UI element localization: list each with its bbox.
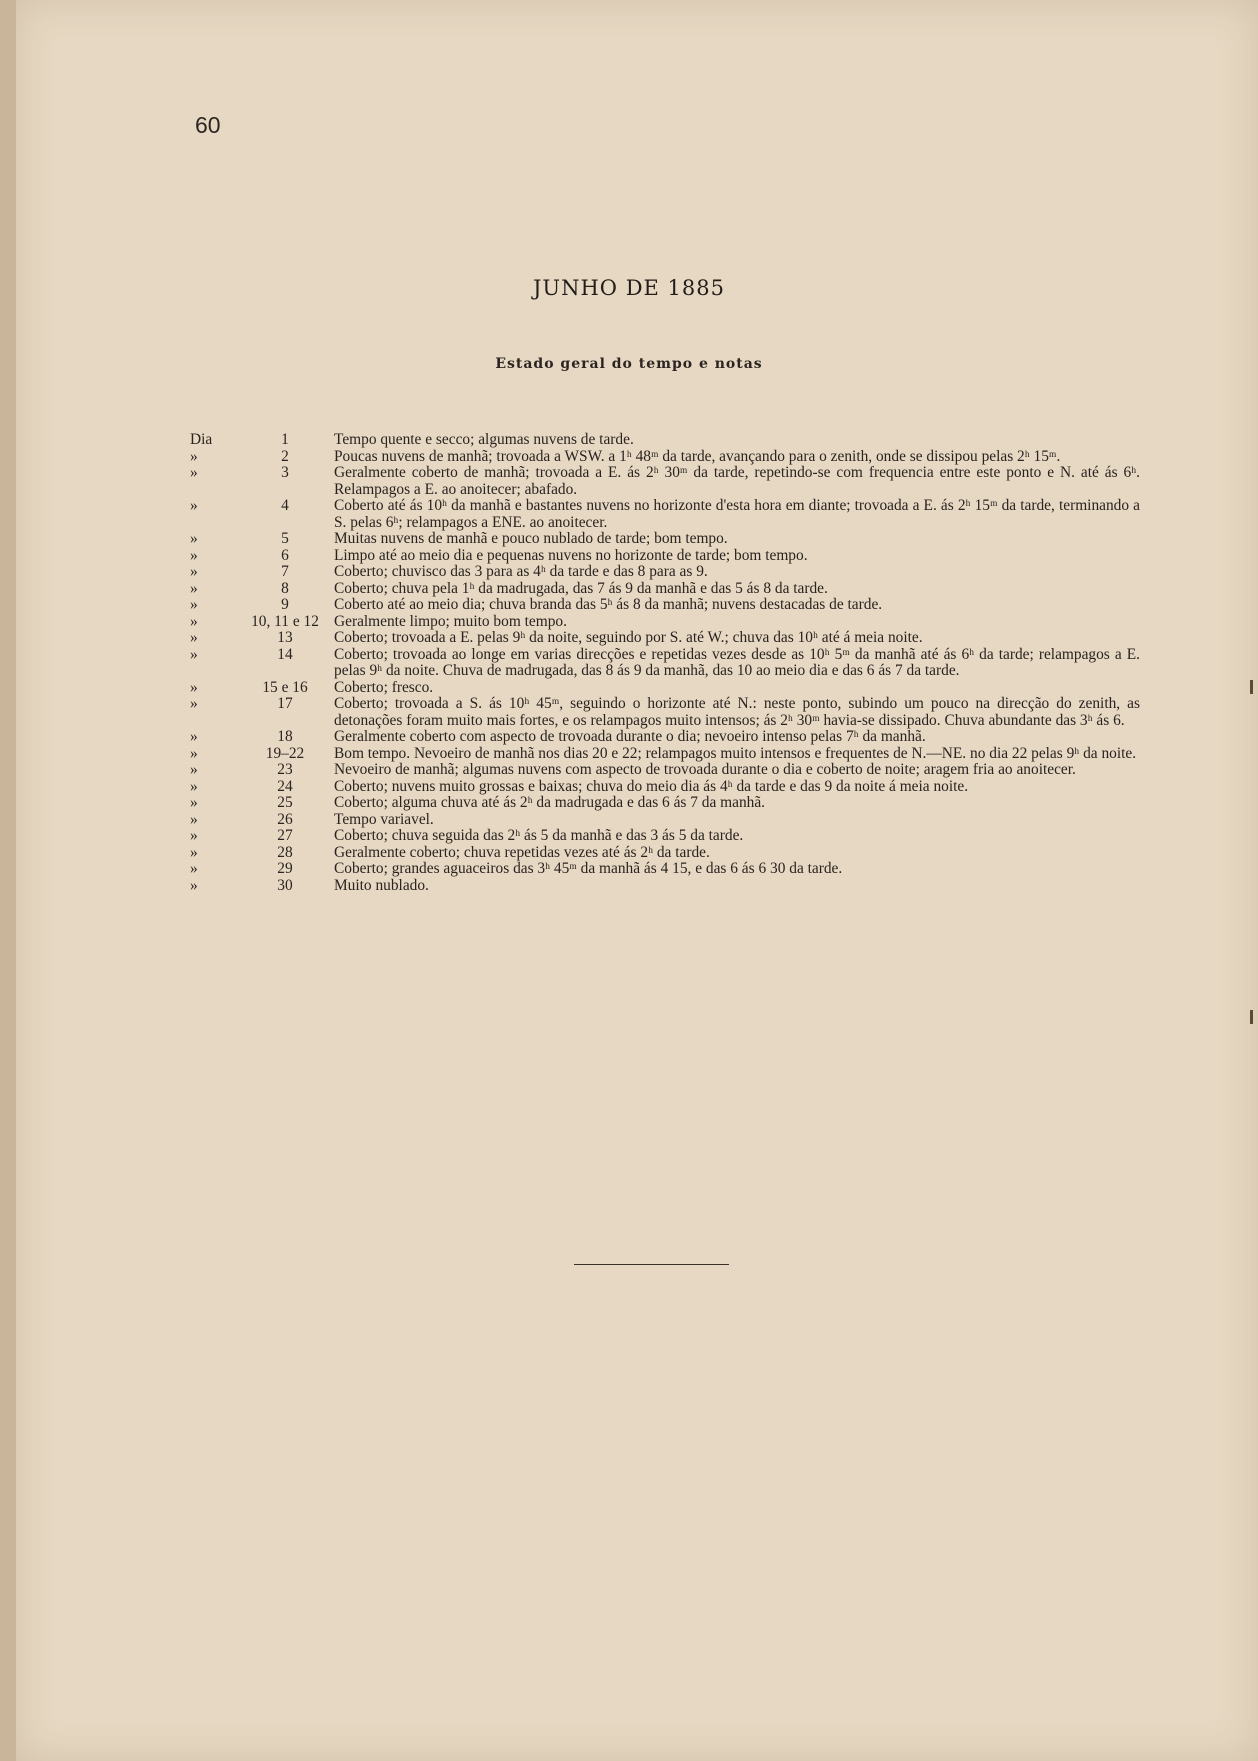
- entry-day: 5: [281, 530, 289, 547]
- entry-day-prefix: »: [190, 860, 198, 877]
- entry-day: 9: [281, 596, 289, 613]
- entry-note: Bom tempo. Nevoeiro de manhã nos dias 20 e 22; relampagos muito intensos e frequentes de N.—NE. no dia 22 pelas 9ʰ da noite.: [334, 744, 1137, 762]
- entry-note: Muito nublado.: [334, 876, 429, 894]
- entry-day: 14: [277, 645, 293, 663]
- entry-note: Coberto; chuva pela 1ʰ da madrugada, das 7 ás 9 da manhã e das 5 ás 8 da tarde.: [334, 579, 828, 597]
- entry-day: 26: [277, 810, 293, 828]
- entry-note: Geralmente coberto com aspecto de trovoada durante o dia; nevoeiro intenso pelas 7ʰ da manhã.: [334, 728, 926, 745]
- entry-day: 7: [281, 563, 289, 580]
- entry-day: 18: [277, 728, 293, 745]
- entry-day-prefix: »: [190, 678, 198, 696]
- entry-day-prefix: »: [190, 827, 198, 844]
- entry-day-prefix: »: [190, 596, 198, 613]
- page-number: 60: [195, 112, 221, 138]
- entry-note: Nevoeiro de manhã; algumas nuvens com aspecto de trovoada durante o dia e coberto de noite; aragem fria ao anoitecer.: [334, 761, 1076, 778]
- entry-note: Coberto; grandes aguaceiros das 3ʰ 45ᵐ da manhã ás 4 15, e das 6 ás 6 30 da tarde.: [334, 860, 843, 877]
- entry-note: Coberto; trovoada a S. ás 10ʰ 45ᵐ, seguindo o horizonte até N.: neste ponto, subindo um pouco na direcção do zenith, as detonações foram muito mais fortes, e os relampagos muito intensos; ás 2ʰ 30ᵐ havia-se dissipado. Chuva abundante das 3ʰ ás 6.: [334, 695, 1140, 729]
- entry-day-prefix: »: [190, 695, 198, 712]
- entry-note: Geralmente coberto de manhã; trovoada a E. ás 2ʰ 30ᵐ da tarde, repetindo-se com frequencia entre este ponto e N. até ás 6ʰ. Relampagos a E. ao anoitecer; abafado.: [334, 464, 1140, 498]
- entry-row: [190, 597, 1140, 614]
- entry-row: [190, 432, 1140, 449]
- entry-note: Limpo até ao meio dia e pequenas nuvens no horizonte de tarde; bom tempo.: [334, 546, 808, 564]
- entry-row: [190, 548, 1140, 565]
- entry-note: Poucas nuvens de manhã; trovoada a WSW. a 1ʰ 48ᵐ da tarde, avançando para o zenith, onde se dissipou pelas 2ʰ 15ᵐ.: [334, 447, 1061, 465]
- entry-row: [190, 498, 1140, 531]
- entry-day: 19–22: [265, 744, 305, 762]
- entry-note: Coberto até ao meio dia; chuva branda das 5ʰ ás 8 da manhã; nuvens destacadas de tarde.: [334, 596, 883, 613]
- entry-day: 23: [277, 761, 293, 778]
- entry-day-prefix: »: [190, 744, 198, 762]
- page-edge: [0, 0, 16, 1761]
- entry-row: [190, 531, 1140, 548]
- entry-day: 30: [277, 876, 293, 894]
- entry-day-prefix: »: [190, 497, 198, 514]
- entry-row: [190, 812, 1140, 829]
- closing-rule: [574, 1264, 729, 1265]
- entry-day-prefix: »: [190, 464, 198, 481]
- entry-day: 6: [281, 546, 289, 564]
- page-mark: [1250, 680, 1253, 694]
- entry-row: [190, 449, 1140, 466]
- entry-day-prefix: »: [190, 728, 198, 745]
- entry-day: 25: [277, 794, 293, 811]
- entry-day-prefix: »: [190, 579, 198, 597]
- entry-day: 4: [281, 497, 289, 514]
- entry-row: [190, 614, 1140, 631]
- entry-row: [190, 779, 1140, 796]
- entry-row: [190, 564, 1140, 581]
- entry-day: 15 e 16: [262, 678, 308, 696]
- entry-day: 29: [277, 860, 293, 877]
- entry-note: Tempo quente e secco; algumas nuvens de tarde.: [334, 431, 634, 448]
- entry-day: 13: [277, 629, 293, 646]
- entry-note: Coberto; alguma chuva até ás 2ʰ da madrugada e das 6 ás 7 da manhã.: [334, 794, 766, 811]
- entry-day-prefix: »: [190, 530, 198, 547]
- entry-day-prefix: »: [190, 794, 198, 811]
- entry-row: [190, 581, 1140, 598]
- entry-note: Coberto; trovoada ao longe em varias direcções e repetidas vezes desde as 10ʰ 5ᵐ da manhã até ás 6ʰ da tarde; relampagos a E. pelas 9ʰ da noite. Chuva de madrugada, das 8 ás 9 da manhã, das 10 ao meio dia e das 6 ás 7 da tarde.: [334, 645, 1140, 679]
- section-subtitle: Estado geral do tempo e notas: [495, 356, 763, 372]
- entry-day-prefix: »: [190, 843, 198, 861]
- entry-row: [190, 630, 1140, 647]
- entry-day: 24: [277, 777, 293, 795]
- daily-weather-notes: [190, 432, 1140, 894]
- entry-day-prefix: »: [190, 546, 198, 564]
- entry-note: Muitas nuvens de manhã e pouco nublado de tarde; bom tempo.: [334, 530, 728, 547]
- entry-day-prefix: »: [190, 629, 198, 646]
- entry-day-prefix: »: [190, 761, 198, 778]
- entry-row: [190, 845, 1140, 862]
- entry-day: 10, 11 e 12: [251, 612, 319, 630]
- entry-day-prefix: »: [190, 876, 198, 894]
- entry-day: 27: [277, 827, 293, 844]
- entry-note: Tempo variavel.: [334, 810, 434, 828]
- entry-note: Geralmente coberto; chuva repetidas vezes até ás 2ʰ da tarde.: [334, 843, 710, 861]
- entry-day: 28: [277, 843, 293, 861]
- entry-row: [190, 746, 1140, 763]
- entry-row: [190, 762, 1140, 779]
- page-mark: [1250, 1010, 1253, 1024]
- entry-row: [190, 795, 1140, 812]
- entry-row: [190, 465, 1140, 498]
- entry-note: Coberto até ás 10ʰ da manhã e bastantes nuvens no horizonte d'esta hora em diante; trovoada a E. ás 2ʰ 15ᵐ da tarde, terminando a S. pelas 6ʰ; relampagos a ENE. ao anoitecer.: [334, 497, 1140, 531]
- entry-day-prefix: »: [190, 612, 198, 630]
- entry-day: 3: [281, 464, 289, 481]
- page-title: JUNHO DE 1885: [533, 276, 725, 300]
- entry-note: Coberto; nuvens muito grossas e baixas; chuva do meio dia ás 4ʰ da tarde e das 9 da noite á meia noite.: [334, 777, 969, 795]
- entry-note: Coberto; trovoada a E. pelas 9ʰ da noite, seguindo por S. até W.; chuva das 10ʰ até á meia noite.: [334, 629, 923, 646]
- entry-row: [190, 861, 1140, 878]
- entry-row: [190, 729, 1140, 746]
- entry-day-prefix: »: [190, 563, 198, 580]
- entry-day-prefix: »: [190, 447, 198, 465]
- entry-day: 2: [281, 447, 289, 465]
- entry-day: 8: [281, 579, 289, 597]
- entry-note: Geralmente limpo; muito bom tempo.: [334, 612, 567, 630]
- entry-row: [190, 696, 1140, 729]
- entry-row: [190, 680, 1140, 697]
- entry-day-prefix: »: [190, 645, 198, 663]
- entry-day-prefix: »: [190, 810, 198, 828]
- entry-note: Coberto; fresco.: [334, 678, 434, 696]
- entry-day-prefix: »: [190, 777, 198, 795]
- entry-row: [190, 828, 1140, 845]
- entry-note: Coberto; chuva seguida das 2ʰ ás 5 da manhã e das 3 ás 5 da tarde.: [334, 827, 744, 844]
- entry-day-prefix: Dia: [190, 431, 213, 448]
- entry-note: Coberto; chuvisco das 3 para as 4ʰ da tarde e das 8 para as 9.: [334, 563, 708, 580]
- entry-row: [190, 878, 1140, 895]
- entry-row: [190, 647, 1140, 680]
- entry-day: 1: [281, 431, 289, 448]
- entry-day: 17: [277, 695, 293, 712]
